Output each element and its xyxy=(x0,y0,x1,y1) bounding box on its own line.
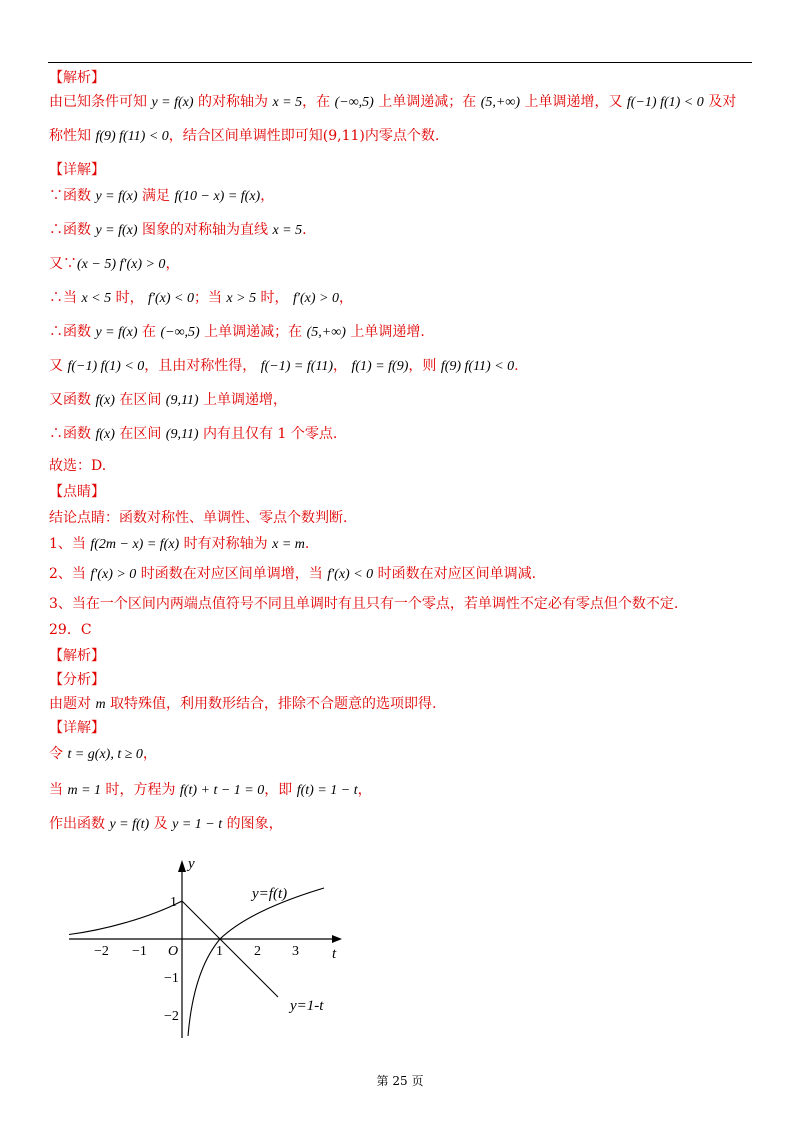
origin-label: O xyxy=(168,944,179,959)
y-axis-arrow xyxy=(178,860,186,872)
text-segment: 2、当 xyxy=(49,566,91,582)
detail-line-4 xyxy=(49,288,353,309)
math-expression: y = f(x) xyxy=(151,95,194,110)
text-segment: 图象的对称轴为直线 xyxy=(137,222,273,238)
text-segment: 时， xyxy=(256,290,293,306)
header-rule xyxy=(48,62,752,63)
text-segment: 【解析】 xyxy=(49,70,105,86)
math-expression: f(10 − x) = f(x) xyxy=(174,189,261,204)
text-segment: 3、当在一个区间内两端点值符号不同且单调时有且只有一个零点，若单调性不定必有零点但个数不定. xyxy=(49,596,679,612)
math-expression: f(x) xyxy=(95,427,115,442)
math-expression: y = 1 − t xyxy=(172,817,223,832)
text-segment: 【点睛】 xyxy=(49,484,105,500)
text-segment: 上单调递减；在 xyxy=(199,324,307,340)
tick-x-neg1: −1 xyxy=(132,944,147,959)
text-segment: 取特殊值，利用数形结合，排除不合题意的选项即得. xyxy=(105,696,437,712)
math-expression: m xyxy=(95,697,106,712)
text-segment: 【详解】 xyxy=(49,162,105,178)
text-segment: 上单调递增，又 xyxy=(520,94,627,110)
text-segment: 时函数在对应区间单调减. xyxy=(373,566,537,582)
t-axis-arrow xyxy=(332,935,342,943)
heading-dianjing xyxy=(49,482,105,502)
text-segment: 又 xyxy=(49,358,68,374)
math-expression: x = 5 xyxy=(272,223,303,238)
text-segment: 结论点睛：函数对称性、单调性、零点个数判断. xyxy=(49,510,348,526)
text-segment: 【分析】 xyxy=(49,672,105,688)
text-segment: 上单调递减；在 xyxy=(373,94,481,110)
curve-f-left xyxy=(69,901,182,935)
tick-x-3: 3 xyxy=(292,944,299,959)
text-segment: . xyxy=(304,536,310,552)
text-segment: 在区间 xyxy=(114,426,166,442)
math-expression: f(−1) f(1) < 0 xyxy=(67,359,145,374)
math-expression: f(1) = f(9) xyxy=(351,359,409,374)
text-segment: ，在 xyxy=(302,94,335,110)
line-1-minus-t xyxy=(182,901,278,997)
text-segment: 在 xyxy=(137,324,161,340)
tick-y-neg2: −2 xyxy=(164,1009,179,1024)
text-segment: 令 xyxy=(49,746,68,762)
text-segment: ， xyxy=(165,256,180,272)
text-segment: 故选：D. xyxy=(49,458,107,474)
math-expression: (−∞,5) xyxy=(334,95,374,110)
remark-line-1 xyxy=(49,534,309,555)
curve-f-label: y=f(t) xyxy=(252,886,288,902)
text-segment: ， xyxy=(260,188,275,204)
tick-y-neg1: −1 xyxy=(164,971,179,986)
detail-line-2 xyxy=(49,220,307,241)
text-segment: 由题对 xyxy=(49,696,96,712)
tick-y-1: 1 xyxy=(170,895,177,910)
detail-line-7 xyxy=(49,390,287,411)
math-expression: f(t) = 1 − t xyxy=(296,783,358,798)
analysis-line-1 xyxy=(49,92,736,113)
math-expression: (5,+∞) xyxy=(480,95,521,110)
text-segment: 及对 xyxy=(703,94,737,110)
text-segment: 上单调递增. xyxy=(345,324,425,340)
detail-line-6 xyxy=(49,356,519,377)
text-segment: 时有对称轴为 xyxy=(179,536,273,552)
math-expression: f(t) + t − 1 = 0 xyxy=(179,783,265,798)
detail29-line-3 xyxy=(49,814,283,835)
text-segment: 时，方程为 xyxy=(101,782,180,798)
math-expression: y = f(x) xyxy=(95,223,138,238)
tick-x-neg2: −2 xyxy=(94,944,109,959)
text-segment: ， xyxy=(333,358,352,374)
text-segment: ∴函数 xyxy=(49,222,96,238)
analysis-29 xyxy=(49,694,436,715)
detail-line-5 xyxy=(49,322,425,343)
text-segment: ， xyxy=(142,746,157,762)
math-expression: x = m xyxy=(272,537,305,552)
text-segment: 在区间 xyxy=(114,392,166,408)
text-segment: ，结合区间单调性即可知(9,11)内零点个数. xyxy=(168,128,440,144)
text-segment: 的图象， xyxy=(222,816,283,832)
remark-line-0 xyxy=(49,508,347,528)
text-segment: ，则 xyxy=(408,358,441,374)
text-segment: 1、当 xyxy=(49,536,91,552)
math-expression: y = f(x) xyxy=(95,189,138,204)
text-segment: . xyxy=(302,222,307,238)
math-expression: f(9) f(11) < 0 xyxy=(95,129,169,144)
math-expression: y = f(t) xyxy=(109,817,150,832)
heading-jiexi-2 xyxy=(49,646,105,666)
math-expression: f′(x) < 0 xyxy=(148,291,194,306)
analysis-line-2 xyxy=(49,126,439,147)
math-expression: (x − 5) f′(x) > 0 xyxy=(77,257,166,272)
math-expression: f′(x) > 0 xyxy=(293,291,339,306)
text-segment: ∵函数 xyxy=(49,188,96,204)
text-segment: . xyxy=(514,358,519,374)
text-segment: 【详解】 xyxy=(49,720,105,736)
detail29-line-1 xyxy=(49,744,157,765)
math-expression: m = 1 xyxy=(67,783,102,798)
remark-line-3 xyxy=(49,594,678,614)
text-segment: 上单调递增， xyxy=(198,392,288,408)
problem-29 xyxy=(49,620,92,640)
text-segment: ；当 xyxy=(193,290,227,306)
page-number: 第 25 页 xyxy=(376,1074,424,1088)
math-expression: y = f(x) xyxy=(95,325,138,340)
axis-y-label: y xyxy=(188,856,195,872)
math-expression: f(−1) = f(11) xyxy=(260,359,334,374)
math-expression: f(2m − x) = f(x) xyxy=(90,537,180,552)
heading-xiangjie-2 xyxy=(49,718,105,738)
text-segment: ，且由对称性得， xyxy=(144,358,261,374)
text-segment: 又函数 xyxy=(49,392,96,408)
math-expression: (5,+∞) xyxy=(306,325,346,340)
text-segment: ∴函数 xyxy=(49,324,96,340)
text-segment: ， xyxy=(357,782,372,798)
remark-line-2 xyxy=(49,564,536,585)
function-graph xyxy=(64,848,354,1043)
text-segment: 又∵ xyxy=(49,256,77,272)
math-expression: f(x) xyxy=(95,393,115,408)
text-segment: 的对称轴为 xyxy=(193,94,273,110)
text-segment: 及 xyxy=(149,816,173,832)
text-segment: 内有且仅有 1 个零点. xyxy=(198,426,338,442)
detail-line-1 xyxy=(49,186,274,207)
text-segment: ∴函数 xyxy=(49,426,96,442)
math-expression: (9,11) xyxy=(165,393,199,408)
heading-xiangjie-1 xyxy=(49,160,105,180)
line-label: y=1-t xyxy=(290,998,324,1014)
text-segment: ，即 xyxy=(264,782,297,798)
tick-x-1: 1 xyxy=(216,944,223,959)
detail29-line-2 xyxy=(49,780,372,801)
heading-fenxi xyxy=(49,670,105,690)
math-expression: f′(x) > 0 xyxy=(90,567,137,582)
math-expression: f′(x) < 0 xyxy=(327,567,374,582)
text-segment: ， xyxy=(338,290,353,306)
text-segment: 由已知条件可知 xyxy=(49,94,152,110)
math-expression: f(9) f(11) < 0 xyxy=(440,359,515,374)
text-segment: 称性知 xyxy=(49,128,96,144)
text-segment: 【解析】 xyxy=(49,648,105,664)
text-segment: 满足 xyxy=(137,188,175,204)
math-expression: x > 5 xyxy=(226,291,257,306)
text-segment: 当 xyxy=(49,782,68,798)
text-segment: ∴当 xyxy=(49,290,82,306)
math-expression: (−∞,5) xyxy=(160,325,200,340)
axis-t-label: t xyxy=(332,946,337,962)
math-expression: x = 5 xyxy=(272,95,303,110)
answer-line xyxy=(49,456,106,476)
detail-line-8 xyxy=(49,424,337,445)
heading-jiexi xyxy=(49,68,105,88)
text-segment: 29．C xyxy=(49,622,92,638)
math-expression: f(−1) f(1) < 0 xyxy=(626,95,704,110)
text-segment: 时， xyxy=(111,290,149,306)
detail-line-3 xyxy=(49,254,179,275)
math-expression: (9,11) xyxy=(165,427,199,442)
math-expression: x < 5 xyxy=(81,291,112,306)
tick-x-2: 2 xyxy=(254,944,261,959)
text-segment: 时函数在对应区间单调增，当 xyxy=(136,566,328,582)
math-expression: t = g(x), t ≥ 0 xyxy=(67,747,143,762)
text-segment: 作出函数 xyxy=(49,816,110,832)
